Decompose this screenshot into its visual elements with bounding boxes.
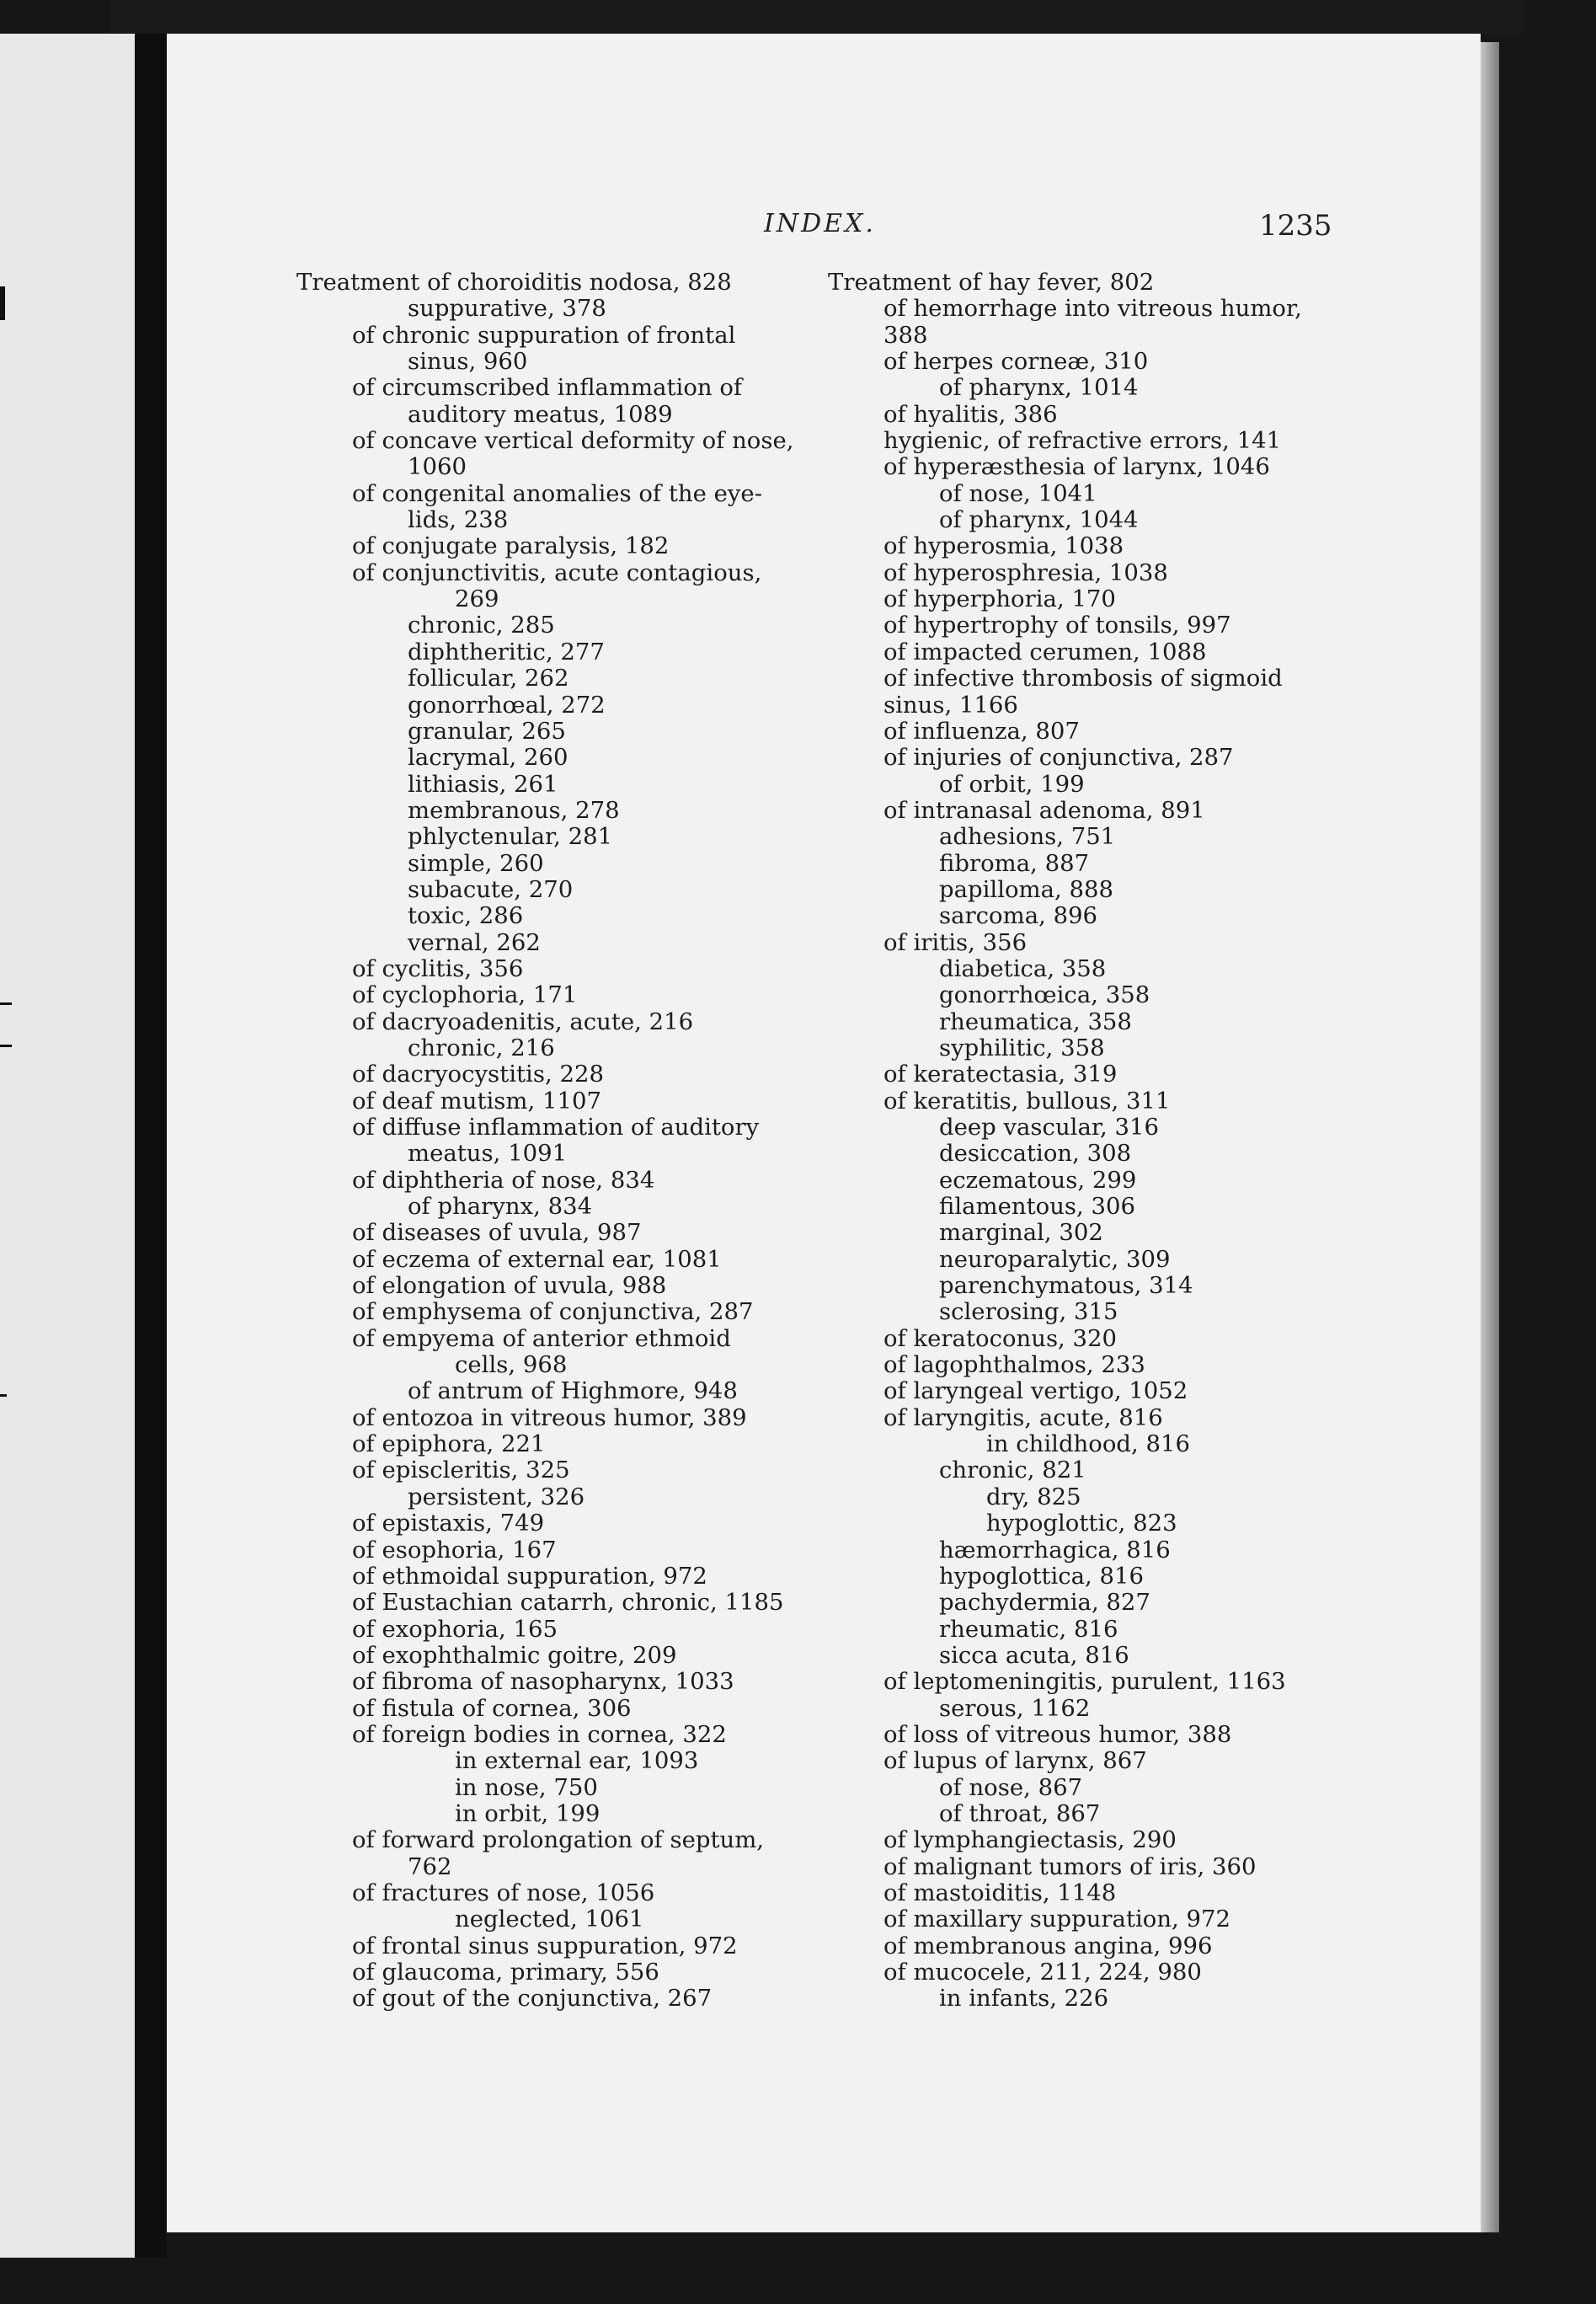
index-entry: follicular, 262 [408, 665, 569, 692]
index-entry: 762 [408, 1852, 452, 1880]
index-entry: of hyperosmia, 1038 [883, 532, 1124, 560]
index-entry: Treatment of hay fever, 802 [828, 269, 1155, 296]
index-entry: hæmorrhagica, 816 [939, 1536, 1171, 1564]
index-entry: of foreign bodies in cornea, 322 [352, 1720, 727, 1748]
index-entry: sclerosing, 315 [939, 1298, 1118, 1326]
index-entry: of forward prolongation of septum, [352, 1826, 765, 1854]
index-entry: of deaf mutism, 1107 [352, 1087, 601, 1115]
index-entry: 388 [883, 321, 928, 349]
index-entry: of hypertrophy of tonsils, 997 [883, 612, 1231, 639]
index-column-right [828, 270, 1350, 2013]
index-entry: of fractures of nose, 1056 [352, 1879, 655, 1906]
index-entry: of frontal sinus suppuration, 972 [352, 1932, 738, 1959]
index-entry: of eczema of external ear, 1081 [352, 1245, 722, 1273]
index-entry: 1060 [408, 453, 467, 481]
index-entry: of exophthalmic goitre, 209 [352, 1641, 677, 1669]
index-entry: toxic, 286 [408, 902, 524, 930]
index-entry: phlyctenular, 281 [408, 823, 613, 851]
index-entry: of lagophthalmos, 233 [883, 1351, 1145, 1379]
index-entry: hypoglottica, 816 [939, 1562, 1145, 1590]
index-entry: neglected, 1061 [455, 1906, 644, 1933]
index-entry: of elongation of uvula, 988 [352, 1272, 667, 1300]
index-entry: of keratoconus, 320 [883, 1324, 1118, 1352]
facing-page-mark [0, 1394, 7, 1397]
index-entry: persistent, 326 [408, 1483, 585, 1510]
index-entry: of loss of vitreous humor, 388 [883, 1720, 1232, 1748]
index-entry: of hyperphoria, 170 [883, 585, 1116, 613]
running-head: INDEX. [764, 209, 876, 238]
index-entry: subacute, 270 [408, 875, 574, 903]
book-gutter [135, 34, 167, 2258]
facing-page-mark [0, 286, 5, 320]
index-entry: of concave vertical deformity of nose, [352, 427, 794, 455]
index-entry: cells, 968 [455, 1351, 568, 1379]
index-entry: of hyperosphresia, 1038 [883, 559, 1168, 586]
index-entry: chronic, 821 [939, 1457, 1086, 1484]
page-number: 1235 [1259, 209, 1332, 243]
index-entry: syphilitic, 358 [939, 1034, 1105, 1061]
index-entry: Treatment of choroiditis nodosa, 828 [296, 269, 732, 296]
index-entry: of maxillary suppuration, 972 [883, 1906, 1231, 1933]
index-entry: granular, 265 [408, 717, 566, 745]
index-entry: hygienic, of refractive errors, 141 [883, 427, 1282, 455]
facing-page-mark [0, 1045, 12, 1047]
index-entry: diphtheritic, 277 [408, 638, 605, 666]
index-entry: diabetica, 358 [939, 954, 1107, 982]
index-entry: of iritis, 356 [883, 928, 1028, 956]
index-entry: of orbit, 199 [939, 770, 1085, 798]
index-entry: of throat, 867 [939, 1799, 1101, 1827]
index-entry: chronic, 285 [408, 612, 555, 639]
index-entry: lids, 238 [408, 506, 509, 534]
index-entry: gonorrhœal, 272 [408, 691, 606, 719]
index-entry: sinus, 1166 [883, 691, 1018, 719]
index-entry: serous, 1162 [939, 1694, 1091, 1722]
index-entry: sicca acuta, 816 [939, 1641, 1129, 1669]
index-entry: dry, 825 [986, 1483, 1081, 1510]
index-entry: of diphtheria of nose, 834 [352, 1166, 655, 1194]
index-entry: of glaucoma, primary, 556 [352, 1959, 659, 1986]
index-entry: of fistula of cornea, 306 [352, 1694, 632, 1722]
index-entry: in nose, 750 [455, 1773, 598, 1801]
index-entry: of hyalitis, 386 [883, 400, 1058, 428]
index-entry: of herpes corneæ, 310 [883, 348, 1149, 376]
index-entry: of chronic suppuration of frontal [352, 321, 736, 349]
index-entry: of lymphangiectasis, 290 [883, 1826, 1177, 1854]
index-entry: eczematous, 299 [939, 1166, 1137, 1194]
index-entry: of hyperæsthesia of larynx, 1046 [883, 453, 1270, 481]
index-entry: of emphysema of conjunctiva, 287 [352, 1298, 754, 1326]
index-entry: of gout of the conjunctiva, 267 [352, 1985, 713, 2013]
index-entry: membranous, 278 [408, 796, 620, 824]
index-entry: simple, 260 [408, 849, 544, 877]
index-entry: lacrymal, 260 [408, 744, 568, 772]
index-entry: fibroma, 887 [939, 849, 1090, 877]
index-column-left [296, 270, 819, 2013]
index-entry: of laryngeal vertigo, 1052 [883, 1377, 1188, 1405]
index-entry: marginal, 302 [939, 1219, 1103, 1247]
index-entry: of leptomeningitis, purulent, 1163 [883, 1668, 1286, 1696]
index-entry: filamentous, 306 [939, 1193, 1135, 1221]
index-entry: of entozoa in vitreous humor, 389 [352, 1403, 747, 1431]
index-entry: of pharynx, 1044 [939, 506, 1139, 534]
scan-top-border [109, 0, 1524, 34]
index-entry: lithiasis, 261 [408, 770, 558, 798]
index-entry: of epiphora, 221 [352, 1430, 546, 1458]
index-entry: of ethmoidal suppuration, 972 [352, 1562, 707, 1590]
index-entry: of Eustachian catarrh, chronic, 1185 [352, 1589, 784, 1617]
index-entry: hypoglottic, 823 [986, 1510, 1177, 1537]
index-entry: of intranasal adenoma, 891 [883, 796, 1205, 824]
index-entry: of impacted cerumen, 1088 [883, 638, 1207, 666]
index-entry: gonorrhœica, 358 [939, 981, 1150, 1009]
index-entry: of pharynx, 834 [408, 1193, 593, 1221]
page-edge-shadow [1481, 42, 1499, 2232]
index-entry: of laryngitis, acute, 816 [883, 1403, 1163, 1431]
index-entry: desiccation, 308 [939, 1140, 1132, 1168]
index-entry: chronic, 216 [408, 1034, 555, 1061]
index-entry: rheumatic, 816 [939, 1615, 1118, 1643]
index-entry: of conjugate paralysis, 182 [352, 532, 670, 560]
index-entry: in infants, 226 [939, 1985, 1109, 2013]
index-entry: of lupus of larynx, 867 [883, 1747, 1147, 1775]
index-entry: of infective thrombosis of sigmoid [883, 665, 1283, 692]
index-entry: in orbit, 199 [455, 1799, 601, 1827]
index-entry: of mucocele, 211, 224, 980 [883, 1959, 1202, 1986]
index-entry: in childhood, 816 [986, 1430, 1190, 1458]
index-entry: of pharynx, 1014 [939, 374, 1139, 402]
index-entry: sarcoma, 896 [939, 902, 1098, 930]
index-entry: of injuries of conjunctiva, 287 [883, 744, 1234, 772]
index-entry: neuroparalytic, 309 [939, 1245, 1171, 1273]
index-entry: of conjunctivitis, acute contagious, [352, 559, 762, 586]
index-entry: sinus, 960 [408, 348, 528, 376]
index-entry: papilloma, 888 [939, 875, 1113, 903]
index-entry: of diseases of uvula, 987 [352, 1219, 642, 1247]
index-entry: meatus, 1091 [408, 1140, 568, 1168]
index-entry: of empyema of anterior ethmoid [352, 1324, 731, 1352]
index-entry: of diffuse inflammation of auditory [352, 1114, 760, 1141]
index-entry: rheumatica, 358 [939, 1008, 1132, 1035]
index-entry: of nose, 1041 [939, 479, 1097, 507]
index-entry: adhesions, 751 [939, 823, 1116, 851]
index-entry: of mastoiditis, 1148 [883, 1879, 1117, 1906]
index-entry: deep vascular, 316 [939, 1114, 1159, 1141]
index-entry: 269 [455, 585, 499, 613]
index-entry: of congenital anomalies of the eye- [352, 479, 762, 507]
index-entry: auditory meatus, 1089 [408, 400, 673, 428]
index-entry: of dacryocystitis, 228 [352, 1061, 604, 1088]
facing-page-mark [0, 1002, 12, 1005]
index-entry: of esophoria, 167 [352, 1536, 557, 1564]
index-entry: of fibroma of nasopharynx, 1033 [352, 1668, 734, 1696]
index-entry: of nose, 867 [939, 1773, 1083, 1801]
index-entry: of hemorrhage into vitreous humor, [883, 295, 1302, 323]
facing-page-edge [0, 34, 135, 2258]
index-entry: of episcleritis, 325 [352, 1457, 570, 1484]
index-entry: vernal, 262 [408, 928, 541, 956]
index-entry: of epistaxis, 749 [352, 1510, 545, 1537]
index-entry: of keratitis, bullous, 311 [883, 1087, 1171, 1115]
index-entry: of antrum of Highmore, 948 [408, 1377, 738, 1405]
index-entry: in external ear, 1093 [455, 1747, 699, 1775]
index-entry: of keratectasia, 319 [883, 1061, 1118, 1088]
index-entry: of dacryoadenitis, acute, 216 [352, 1008, 694, 1035]
index-entry: suppurative, 378 [408, 295, 606, 323]
index-entry: of cyclitis, 356 [352, 954, 524, 982]
index-entry: of influenza, 807 [883, 717, 1080, 745]
index-entry: of circumscribed inflammation of [352, 374, 743, 402]
index-entry: of malignant tumors of iris, 360 [883, 1852, 1257, 1880]
index-entry: of exophoria, 165 [352, 1615, 558, 1643]
index-entry: parenchymatous, 314 [939, 1272, 1193, 1300]
index-entry: pachydermia, 827 [939, 1589, 1150, 1617]
index-entry: of membranous angina, 996 [883, 1932, 1213, 1959]
index-entry: of cyclophoria, 171 [352, 981, 578, 1009]
